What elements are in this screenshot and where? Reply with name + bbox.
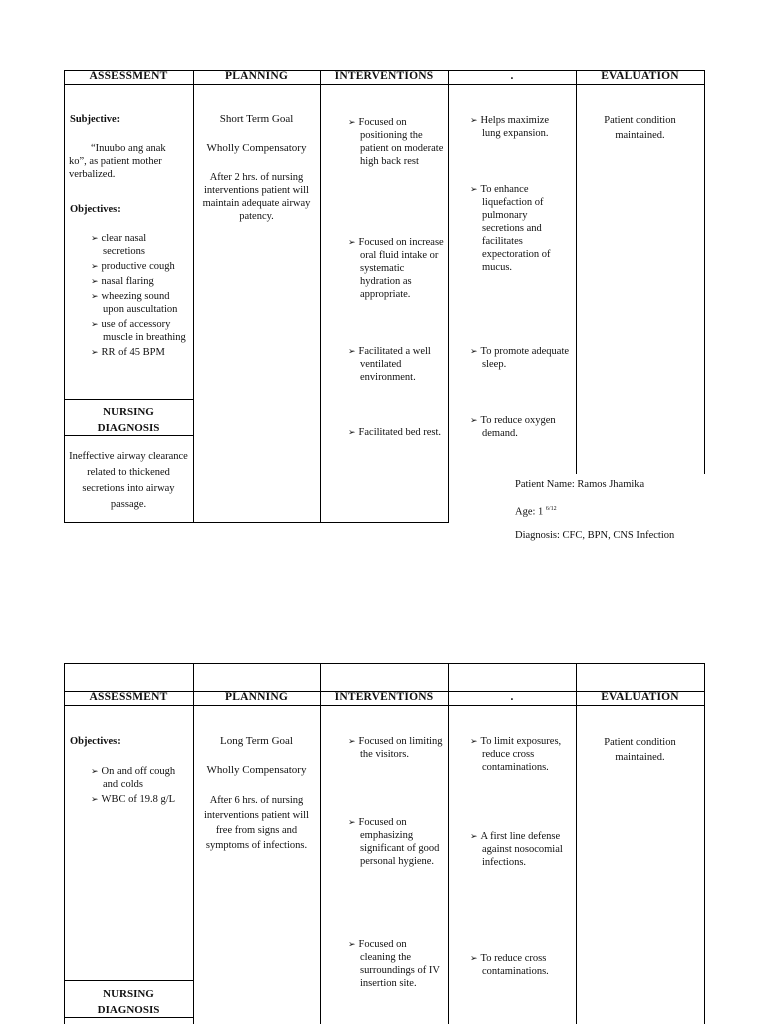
evaluation-text: Patient condition maintained. bbox=[604, 737, 676, 763]
objectives-list bbox=[91, 232, 189, 359]
arrow-bullet-icon: ➢ bbox=[348, 939, 356, 949]
header-rationale: . bbox=[510, 691, 514, 703]
arrow-bullet-icon: ➢ bbox=[470, 184, 478, 194]
arrow-bullet-icon: ➢ bbox=[348, 346, 356, 356]
list-item: ➢ To promote adequate sleep. bbox=[470, 346, 570, 370]
list-item: ➢ Focused on cleaning the surroundings of IV insertion site. bbox=[348, 939, 440, 989]
list-item: ➢ clear nasal secretions bbox=[91, 233, 147, 257]
list-item: ➢ nasal flaring bbox=[91, 276, 154, 287]
patient-age-months: 6/12 bbox=[545, 506, 557, 512]
rationale-list bbox=[470, 345, 570, 371]
planning-type: Wholly Compensatory bbox=[206, 142, 307, 154]
header-interventions: INTERVENTIONS bbox=[334, 70, 434, 82]
arrow-bullet-icon: ➢ bbox=[91, 319, 99, 329]
evaluation-text: Patient condition maintained. bbox=[604, 115, 676, 141]
header-rationale: . bbox=[510, 70, 514, 82]
nursing-diagnosis-text: Ineffective airway clearance related to thickened secretions into airway passage. bbox=[69, 451, 188, 510]
patient-name: Patient Name: Ramos Jhamika bbox=[515, 479, 645, 490]
arrow-bullet-icon: ➢ bbox=[348, 237, 356, 247]
header-interventions: INTERVENTIONS bbox=[334, 691, 434, 703]
patient-diagnosis: Diagnosis: CFC, BPN, CNS Infection bbox=[515, 530, 675, 541]
header-assessment: ASSESSMENT bbox=[89, 691, 168, 703]
arrow-bullet-icon: ➢ bbox=[91, 233, 99, 243]
arrow-bullet-icon: ➢ bbox=[348, 817, 356, 827]
list-item: ➢ Focused on limiting the visitors. bbox=[348, 736, 443, 760]
nursing-diagnosis-label: NURSING DIAGNOSIS bbox=[97, 988, 160, 1016]
arrow-bullet-icon: ➢ bbox=[348, 117, 356, 127]
interventions-list bbox=[348, 938, 444, 990]
nursing-diagnosis-label: NURSING DIAGNOSIS bbox=[97, 406, 160, 434]
header-planning: PLANNING bbox=[225, 691, 288, 703]
planning-goal: Short Term Goal bbox=[219, 113, 294, 125]
arrow-bullet-icon: ➢ bbox=[470, 953, 478, 963]
arrow-bullet-icon: ➢ bbox=[470, 736, 478, 746]
list-item: ➢ A first line defense against nosocomial infections. bbox=[470, 831, 563, 868]
objectives-list bbox=[91, 765, 189, 806]
list-item: ➢ To enhance liquefaction of pulmonary secretions and facilitates expectoration of mucus. bbox=[470, 184, 551, 273]
list-item: ➢ On and off cough and colds bbox=[91, 766, 176, 790]
list-item: ➢ productive cough bbox=[91, 261, 175, 272]
list-item: ➢ To reduce cross contaminations. bbox=[470, 953, 549, 977]
list-item: ➢ RR of 45 BPM bbox=[91, 347, 165, 358]
interventions-list bbox=[348, 345, 444, 384]
interventions-list bbox=[348, 116, 444, 168]
planning-text: After 6 hrs. of nursing interventions patient will free from signs and symptoms of infections. bbox=[204, 795, 309, 851]
list-item: ➢ Facilitated a well ventilated environment. bbox=[348, 346, 431, 383]
list-item: ➢ Facilitated bed rest. bbox=[348, 427, 442, 438]
rationale-list bbox=[470, 114, 570, 140]
list-item: ➢ wheezing sound upon auscultation bbox=[91, 291, 178, 315]
list-item: ➢ To limit exposures, reduce cross contaminations. bbox=[470, 736, 562, 773]
patient-age bbox=[515, 503, 705, 519]
patient-age-label: Age: 1 bbox=[515, 506, 544, 518]
interventions-list bbox=[348, 426, 444, 439]
interventions-list bbox=[348, 236, 444, 301]
planning-goal: Long Term Goal bbox=[220, 735, 293, 747]
arrow-bullet-icon: ➢ bbox=[91, 261, 99, 271]
objectives-label: Objectives: bbox=[70, 736, 121, 747]
arrow-bullet-icon: ➢ bbox=[470, 346, 478, 356]
list-item: ➢ Focused on increase oral fluid intake or systematic hydration as appropriate. bbox=[348, 237, 444, 300]
planning-type: Wholly Compensatory bbox=[206, 764, 307, 776]
list-item: ➢ Focused on positioning the patient on moderate high back rest bbox=[348, 117, 444, 167]
list-item: ➢ To reduce oxygen demand. bbox=[470, 415, 556, 439]
arrow-bullet-icon: ➢ bbox=[91, 794, 99, 804]
subjective-label: Subjective: bbox=[70, 114, 121, 125]
header-evaluation: EVALUATION bbox=[601, 691, 679, 703]
arrow-bullet-icon: ➢ bbox=[91, 766, 99, 776]
planning-text: After 2 hrs. of nursing interventions patient will maintain adequate airway patency. bbox=[202, 172, 311, 222]
list-item: ➢ Helps maximize lung expansion. bbox=[470, 115, 550, 139]
arrow-bullet-icon: ➢ bbox=[91, 276, 99, 286]
rationale-list bbox=[470, 830, 570, 869]
rationale-list bbox=[470, 952, 570, 978]
subjective-text: “Inuubo ang anak ko”, as patient mother verbalized. bbox=[69, 143, 166, 180]
header-planning: PLANNING bbox=[225, 70, 288, 82]
objectives-label: Objectives: bbox=[70, 204, 121, 215]
arrow-bullet-icon: ➢ bbox=[470, 415, 478, 425]
header-evaluation: EVALUATION bbox=[601, 70, 679, 82]
arrow-bullet-icon: ➢ bbox=[470, 115, 478, 125]
arrow-bullet-icon: ➢ bbox=[91, 347, 99, 357]
arrow-bullet-icon: ➢ bbox=[348, 736, 356, 746]
arrow-bullet-icon: ➢ bbox=[91, 291, 99, 301]
interventions-list bbox=[348, 735, 444, 761]
list-item: ➢ Focused on emphasizing significant of good personal hygiene. bbox=[348, 817, 440, 867]
interventions-list bbox=[348, 816, 444, 868]
arrow-bullet-icon: ➢ bbox=[348, 427, 356, 437]
list-item: ➢ WBC of 19.8 g/L bbox=[91, 794, 176, 805]
rationale-list bbox=[470, 735, 570, 774]
header-assessment: ASSESSMENT bbox=[89, 70, 168, 82]
list-item: ➢ use of accessory muscle in breathing bbox=[91, 319, 186, 343]
arrow-bullet-icon: ➢ bbox=[470, 831, 478, 841]
rationale-list bbox=[470, 414, 570, 440]
rationale-list bbox=[470, 183, 570, 274]
